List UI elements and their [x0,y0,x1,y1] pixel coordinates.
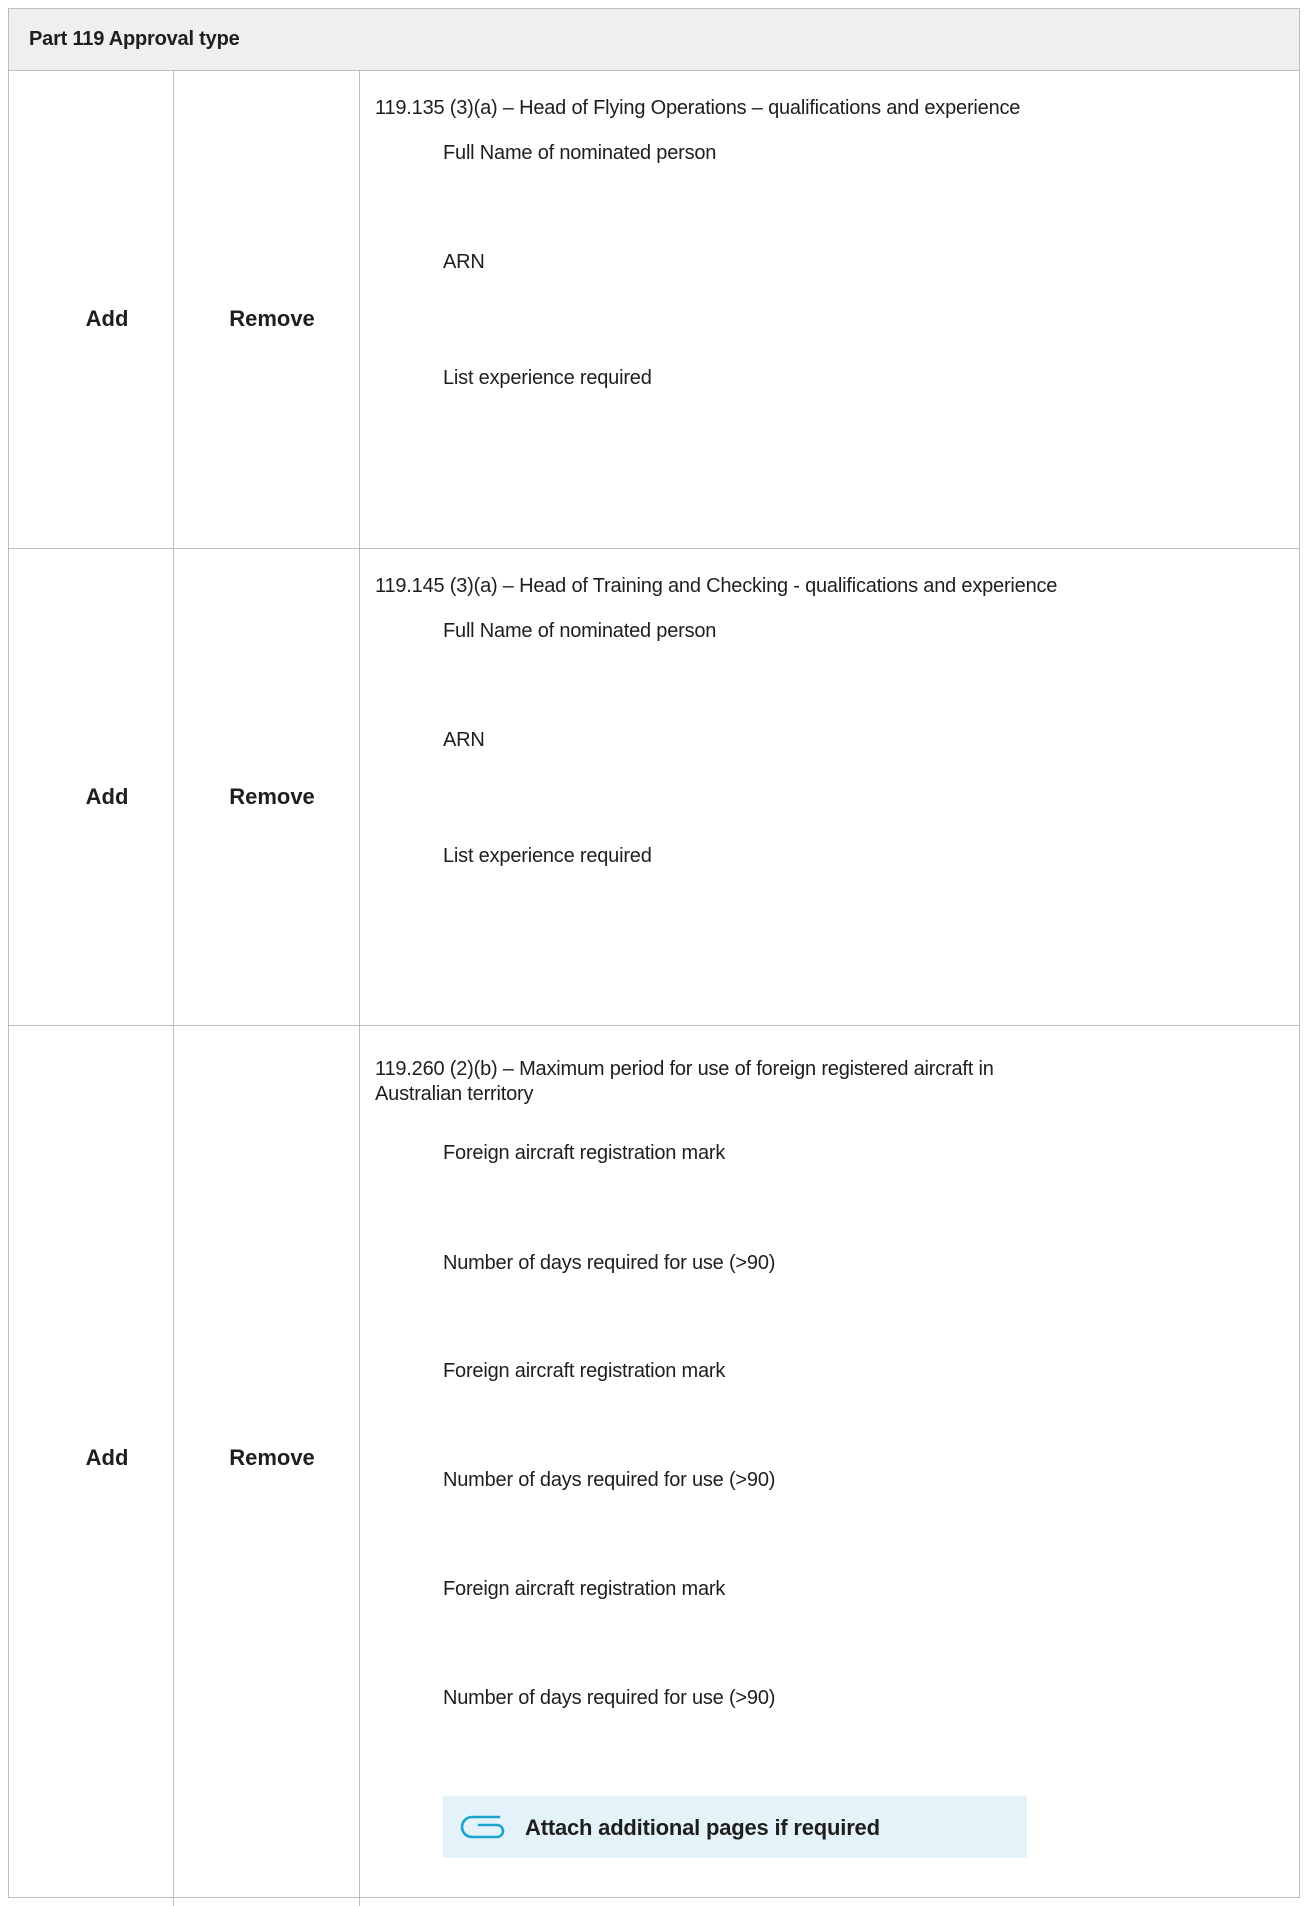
remove-button[interactable]: Remove [229,784,315,809]
section-title: 119.135 (3)(a) – Head of Flying Operations – qualifications and experience [375,97,1021,119]
field-label-days-required[interactable]: Number of days required for use (>90) [443,1469,776,1491]
field-label-experience[interactable]: List experience required [443,845,652,867]
attach-pages-button[interactable] [443,1796,1027,1858]
section-title-line: Australian territory [375,1083,534,1105]
field-label-arn[interactable]: ARN [443,729,485,751]
column-divider [173,549,174,1025]
table-row [9,549,1299,1026]
section-title [375,1057,994,1107]
field-label-full-name[interactable]: Full Name of nominated person [443,142,717,164]
table-header [9,9,1299,71]
field-label-registration-mark[interactable]: Foreign aircraft registration mark [443,1360,726,1382]
field-label-registration-mark[interactable]: Foreign aircraft registration mark [443,1142,726,1164]
field-label-full-name[interactable]: Full Name of nominated person [443,620,717,642]
field-label-experience[interactable]: List experience required [443,367,652,389]
field-label-arn[interactable]: ARN [443,251,485,273]
column-divider [359,549,360,1025]
field-label-days-required[interactable]: Number of days required for use (>90) [443,1687,776,1709]
add-button[interactable]: Add [85,306,129,331]
page-title: Part 119 Approval type [29,28,240,50]
column-divider [359,1026,360,1906]
remove-button[interactable]: Remove [229,306,315,331]
column-divider [173,1026,174,1906]
section-title: 119.145 (3)(a) – Head of Training and Checking - qualifications and experience [375,575,1058,597]
add-button[interactable]: Add [85,1445,129,1470]
field-label-registration-mark[interactable]: Foreign aircraft registration mark [443,1578,726,1600]
paperclip-icon [459,1814,511,1840]
column-divider [173,71,174,548]
table-row [9,1026,1299,1906]
remove-button[interactable]: Remove [229,1445,315,1470]
add-button[interactable]: Add [85,784,129,809]
section-title-line: 119.260 (2)(b) – Maximum period for use of foreign registered aircraft in [375,1058,994,1080]
approval-table [8,8,1300,1898]
field-label-days-required[interactable]: Number of days required for use (>90) [443,1252,776,1274]
attach-pages-label: Attach additional pages if required [525,1815,880,1840]
table-row [9,71,1299,549]
column-divider [359,71,360,548]
